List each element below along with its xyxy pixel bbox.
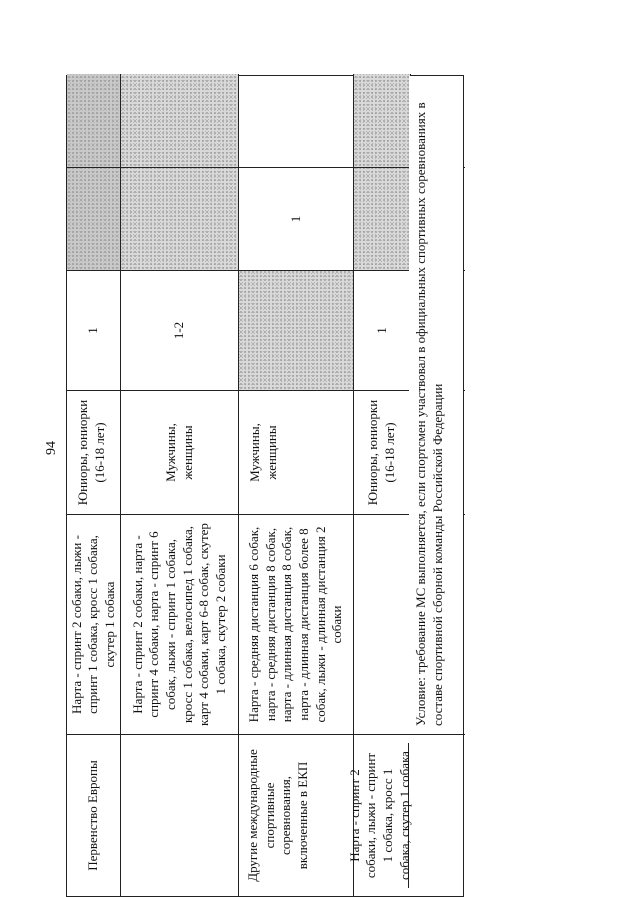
disciplines-cell-row1: Нарта - спринт 2 собаки, лыжи - спринт 1 собака, кросс 1 собака, скутер 1 собака [67, 514, 121, 734]
age-group-cell-row4: Юниоры, юниорки (16-18 лет) [354, 391, 411, 514]
age-group-cell-row2: Мужчины, женщины [121, 390, 239, 514]
age-group-cell-row1: Юниоры, юниорки (16-18 лет) [67, 390, 121, 514]
competition-cell-european-youth: Первенство Европы [67, 734, 121, 896]
place-cell-row1: 1 [67, 270, 121, 390]
disciplines-cell-row4: Нарта - спринт 2 собаки, лыжи - спринт 1 собака, кросс 1 собака, скутер 1 собака [352, 743, 409, 888]
age-group-cell-row3: Мужчины, женщины [239, 390, 354, 514]
shaded-cell-row1-col5 [67, 167, 121, 270]
competition-cell-other-international: Другие международные спортивные соревнования, включенные в ЕКП [239, 734, 354, 896]
row5-stack [346, 743, 463, 888]
page-number: 94 [44, 441, 59, 455]
disciplines-cell-row2: Нарта - спринт 2 собаки, нарта - спринт 4 собаки, нарта - спринт 6 собак, лыжи - спринт 1 собака, кросс 1 собака, велосипед 1 собака, карт 4 собаки, карт 6-8 собак, скутер 1 собака, скутер 2 собаки [121, 514, 239, 734]
disciplines-note-spacer [409, 743, 463, 888]
condition-note: Условие: требование МС выполняется, если спортсмен участвовал в официальных спортивных соревнованиях в составе спортивной сборной команды Российской Федерации [409, 76, 463, 734]
shaded-cell-row4-col5 [354, 168, 411, 270]
ranking-requirements-table [66, 75, 464, 897]
rotated-table-sheet [66, 75, 464, 897]
shaded-cell-row4-col6 [354, 74, 411, 167]
place-cell-row3: 1 [239, 167, 354, 270]
shaded-cell-row1-col6 [67, 74, 121, 167]
place-cell-row2: 1-2 [121, 270, 239, 390]
competition-cell-empty-row2 [121, 734, 239, 896]
shaded-cell-row2-col5 [121, 167, 239, 270]
shaded-cell-row2-col6 [121, 74, 239, 167]
place-cell-row4: 1 [354, 271, 411, 390]
empty-cell-row3-col6 [239, 74, 354, 167]
row5-wrapper [346, 734, 465, 896]
shaded-cell-row3-col4 [239, 270, 354, 390]
disciplines-cell-row3: Нарта - средняя дистанция 6 собак, нарта - средняя дистанция 8 собак, нарта - длинная дистанция 8 собак, нарта - длинная дистанция более 8 собак, лыжи - длинная дистанция 2 собаки [239, 514, 354, 734]
